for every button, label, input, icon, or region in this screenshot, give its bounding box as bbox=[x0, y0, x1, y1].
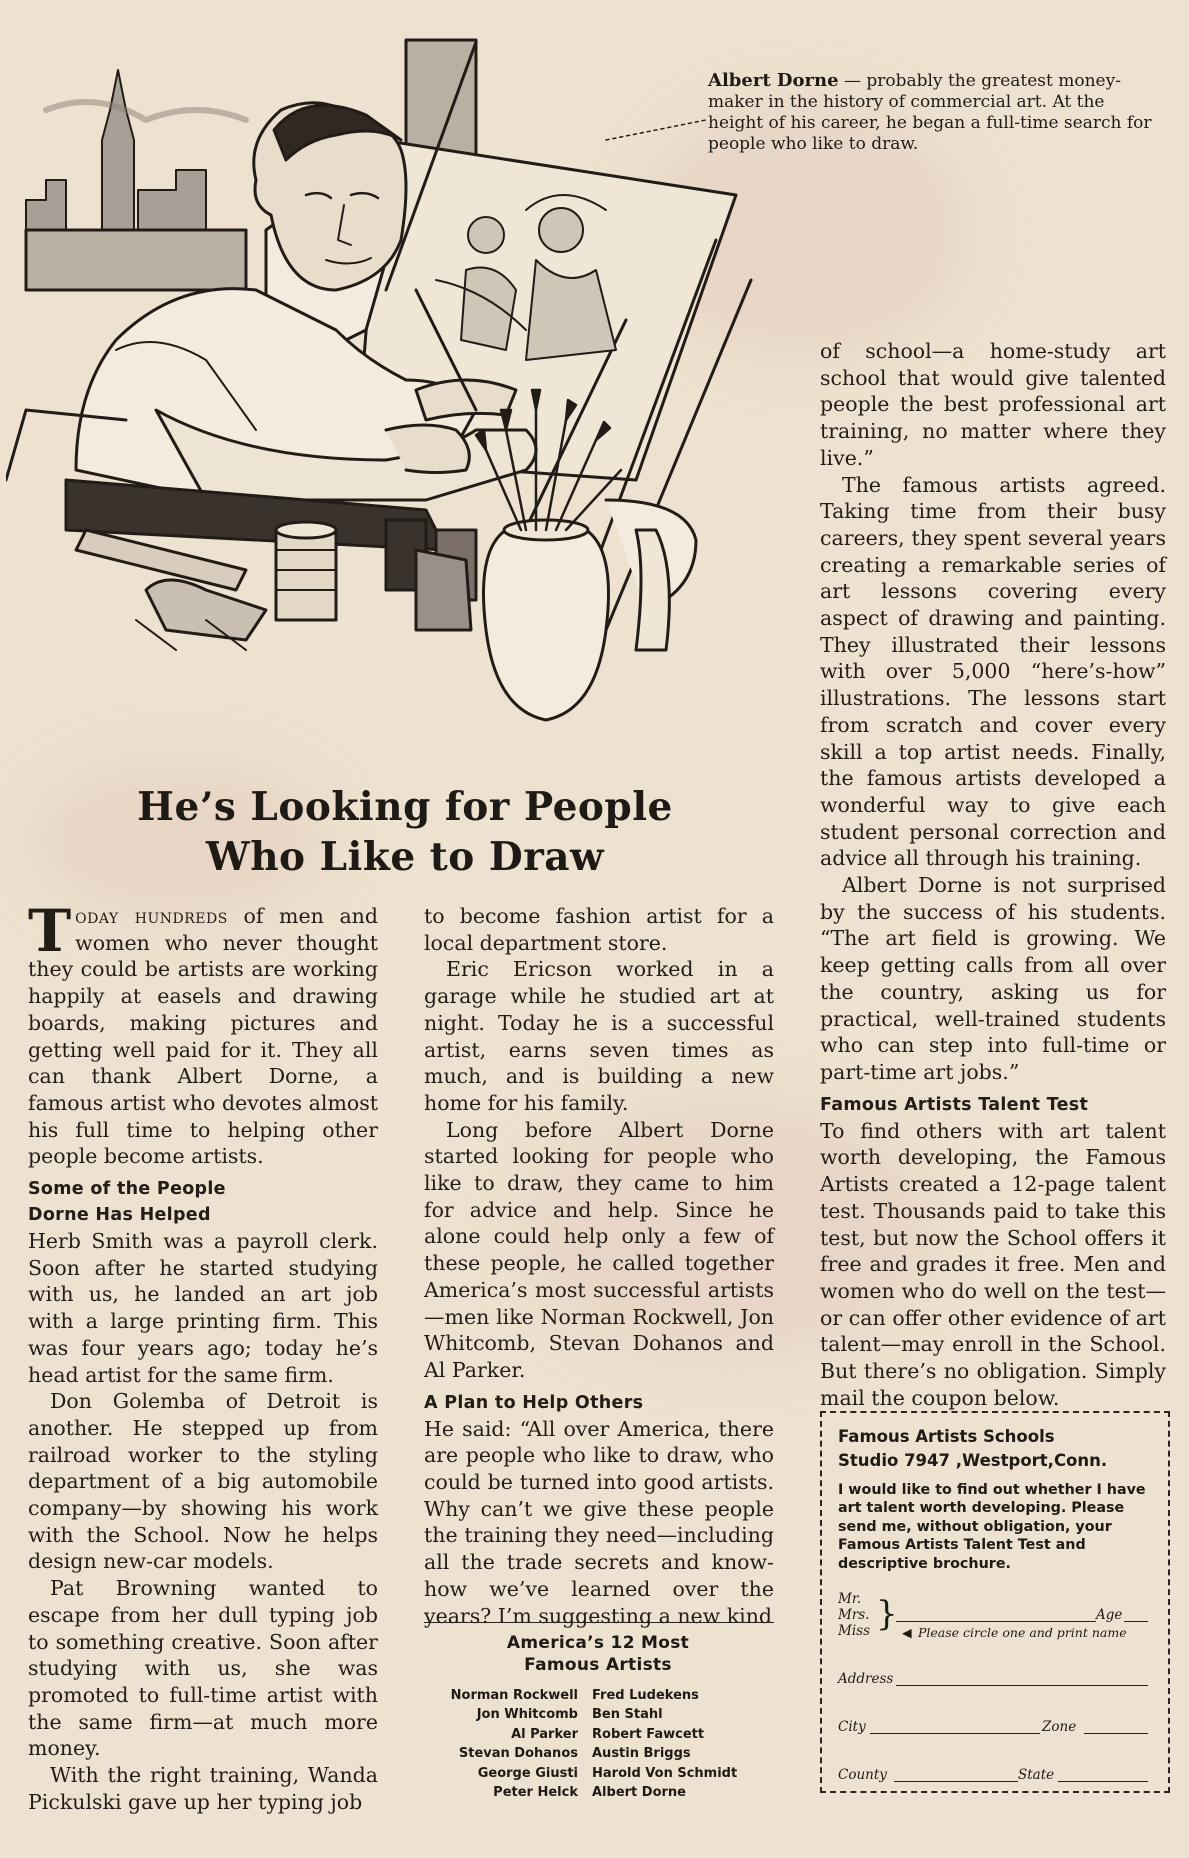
artist-name: Peter Helck bbox=[493, 1785, 578, 1801]
cloud-shape bbox=[46, 102, 246, 120]
artist-name: Al Parker bbox=[511, 1726, 578, 1742]
paragraph: To find others with art talent worth developing, the Famous Artists created a 12-page talent test. Thousands paid to take this test, but now the School offers it free and grades it free. Men and women who do well on the test—or can offer other evidence of art talent—may enroll in the School. But there’s no obligation. Simply mail the coupon below. bbox=[820, 1118, 1166, 1410]
artist-name: Fred Ludekens bbox=[592, 1688, 699, 1703]
title-mr[interactable]: Mr. bbox=[838, 1591, 862, 1607]
state-field[interactable] bbox=[1058, 1781, 1148, 1782]
paragraph: The famous artists agreed. Taking time from their busy careers, they spent several years creating a remarkable series of art lessons covering every aspect of drawing and painting. They illustrated their lessons with over 5,000 “here’s-how” illustrations. The lessons start from scratch and cover every skill a top artist needs. Finally, the famous artists developed a wonderful way to give each student personal correction and advice all through his training. bbox=[820, 472, 1166, 871]
circle-note: Please circle one and print name bbox=[918, 1625, 1127, 1640]
headline-line-2: Who Like to Draw bbox=[205, 834, 605, 880]
county-label: County bbox=[838, 1767, 887, 1783]
artist-illustration bbox=[6, 30, 806, 780]
paragraph: He said: “All over America, there are people who like to draw, who could be turned into good artists. Why can’t we give these people the training they need—including all the trade secrets and know-how we’ve learned over the years? I’m suggesting a new kind bbox=[424, 1416, 774, 1628]
caption-name: Albert Dorne bbox=[708, 70, 839, 91]
list-item bbox=[418, 1783, 778, 1802]
subhead: A Plan to Help Others bbox=[424, 1392, 644, 1413]
paragraph bbox=[28, 897, 378, 1170]
paragraph: to become fashion artist for a local department store. bbox=[424, 904, 774, 955]
paragraph-text: of men and women who never thought they could be artists are working happily at easels and drawing boards, making pictures and getting well paid for it. They all can thank Albert Dorne, a famous artist who devotes almost his full time to helping other people become artists. bbox=[28, 904, 378, 1169]
city-label: City bbox=[838, 1719, 866, 1735]
address-label: Address bbox=[838, 1671, 894, 1687]
coupon-studio-address: Studio 7947 ,Westport,Conn. bbox=[838, 1451, 1108, 1470]
coupon-request-text: I would like to find out whether I have art talent worth developing. Please send me, without obligation, your Famous Artists Talent Test and descriptive brochure. bbox=[838, 1482, 1146, 1572]
age-label: Age bbox=[1096, 1607, 1123, 1623]
caption-leader-line bbox=[606, 120, 706, 140]
artist-name: Harold Von Schmidt bbox=[592, 1765, 738, 1781]
artist-name: George Giusti bbox=[477, 1765, 578, 1781]
subhead-line-2: Dorne Has Helped bbox=[28, 1205, 211, 1226]
coupon-school-name: Famous Artists Schools bbox=[838, 1427, 1055, 1446]
state-label: State bbox=[1018, 1767, 1055, 1783]
famous-title-line-1: America’s 12 Most bbox=[506, 1633, 690, 1653]
paragraph: With the right training, Wanda Pickulski gave up her typing job bbox=[28, 1763, 378, 1814]
famous-artists-list bbox=[418, 1686, 778, 1802]
title-mrs[interactable]: Mrs. bbox=[838, 1607, 870, 1623]
artist-name: Austin Briggs bbox=[592, 1746, 691, 1762]
column-2 bbox=[424, 903, 774, 1629]
title-miss[interactable]: Miss bbox=[838, 1623, 870, 1639]
zone-label: Zone bbox=[1042, 1719, 1077, 1735]
lead-in: oday hundreds bbox=[75, 904, 228, 928]
artist-name: Stevan Dohanos bbox=[458, 1746, 578, 1762]
paragraph: Eric Ericson worked in a garage while he studied art at night. Today he is a successful artist, earns seven times as much, and is building a new home for his family. bbox=[424, 957, 774, 1115]
paragraph: Long before Albert Dorne started looking for people who like to draw, they came to him for advice and help. Since he alone could help only a few of these people, he called together America’s most successful artists —men like Norman Rockwell, Jon Whitcomb, Stevan Dohanos and Al Parker. bbox=[424, 1117, 774, 1382]
drop-cap: T bbox=[28, 897, 72, 965]
headline-line-1: He’s Looking for People bbox=[137, 784, 673, 830]
list-item bbox=[418, 1705, 778, 1724]
arrow-left-icon: ◀ bbox=[902, 1625, 912, 1640]
age-field[interactable] bbox=[1124, 1621, 1148, 1622]
city-skyline bbox=[26, 70, 206, 240]
artist-name: Robert Fawcett bbox=[592, 1726, 705, 1742]
mail-in-coupon[interactable] bbox=[820, 1411, 1170, 1793]
caption bbox=[708, 70, 1158, 155]
column-3 bbox=[820, 338, 1166, 1411]
artist-name: Ben Stahl bbox=[592, 1707, 663, 1723]
zone-field[interactable] bbox=[1084, 1733, 1148, 1734]
list-item bbox=[418, 1686, 778, 1705]
artist-name: Albert Dorne bbox=[592, 1785, 686, 1801]
paragraph: Albert Dorne is not surprised by the success of his students. “The art field is growing. We keep getting calls from all over the country, asking us for practical, well-trained students who can step into full-time or part-time art jobs.” bbox=[820, 873, 1166, 1084]
subhead-line-1: Some of the People bbox=[28, 1179, 226, 1200]
famous-artists-title bbox=[418, 1632, 778, 1676]
list-item bbox=[418, 1744, 778, 1763]
address-field[interactable] bbox=[896, 1685, 1148, 1686]
county-field[interactable] bbox=[894, 1781, 1018, 1782]
artist-name: Jon Whitcomb bbox=[476, 1707, 578, 1723]
caption-text: — probably the greatest money-maker in the history of commercial art. At the height of his career, he began a full-time search for people who like to draw. bbox=[708, 71, 1152, 154]
paragraph: of school—a home-study art school that would give talented people the best professional art training, no matter where they live.” bbox=[820, 339, 1166, 470]
subhead bbox=[28, 1176, 378, 1228]
headline bbox=[60, 782, 750, 882]
famous-artists-box bbox=[418, 1632, 778, 1802]
city-field[interactable] bbox=[870, 1733, 1040, 1734]
paragraph: Don Golemba of Detroit is another. He stepped up from railroad worker to the styling department of a big automobile company—by showing his work with the School. Now he helps design new-car models. bbox=[28, 1389, 378, 1574]
paragraph: Herb Smith was a payroll clerk. Soon after he started studying with us, he landed an art job with a large printing firm. This was four years ago; today he’s head artist for the same firm. bbox=[28, 1229, 378, 1387]
column-1 bbox=[28, 897, 378, 1816]
list-item bbox=[418, 1764, 778, 1783]
brace-icon: } bbox=[876, 1594, 898, 1634]
paragraph: Pat Browning wanted to escape from her dull typing job to something creative. Soon after studying with us, she was promoted to full-time artist with the same firm—at much more money. bbox=[28, 1576, 378, 1761]
divider bbox=[424, 1622, 774, 1623]
name-field[interactable] bbox=[896, 1621, 1096, 1622]
famous-title-line-2: Famous Artists bbox=[524, 1655, 672, 1675]
artist-name: Norman Rockwell bbox=[450, 1688, 578, 1703]
list-item bbox=[418, 1725, 778, 1744]
subhead: Famous Artists Talent Test bbox=[820, 1094, 1089, 1115]
